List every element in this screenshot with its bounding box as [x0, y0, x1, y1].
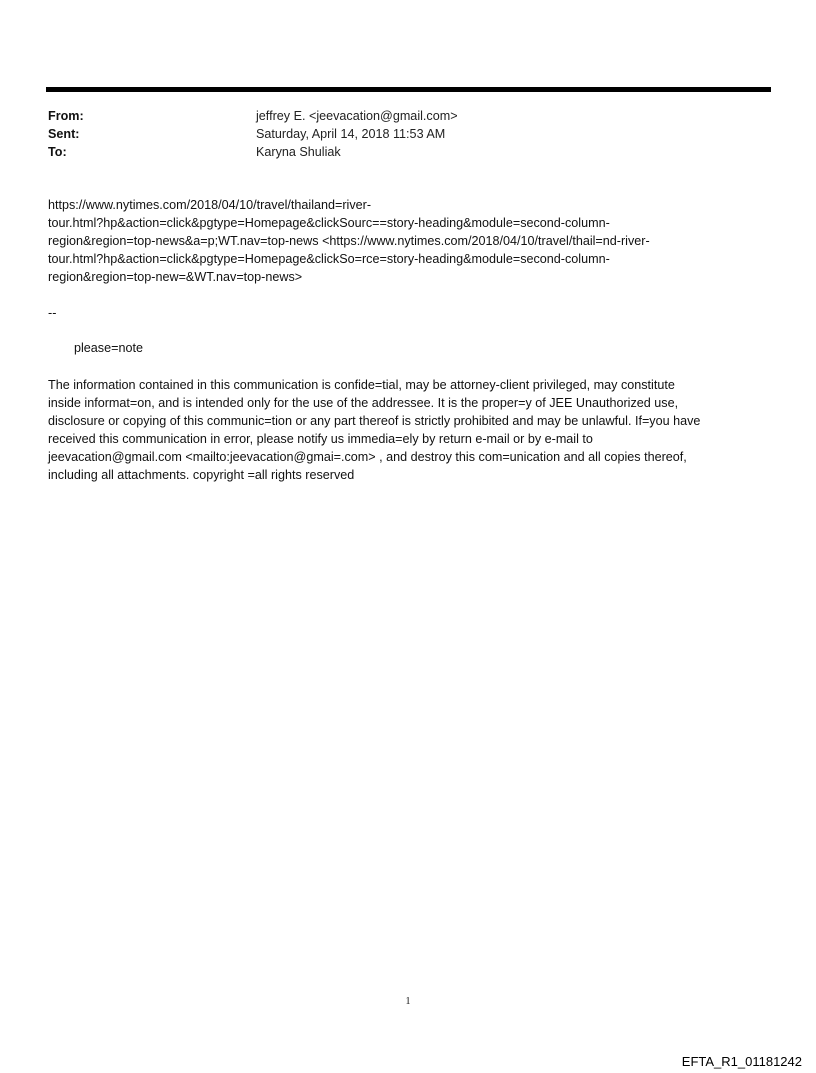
sent-row — [48, 125, 446, 143]
url-line: tour.html?hp&action=click&pgtype=Homepage&clickSourc==story-heading&module=second-column- — [48, 216, 610, 230]
signature-note: please=note — [74, 341, 143, 355]
disclaimer-line: jeevacation@gmail.com <mailto:jeevacation@gmai=.com> , and destroy this com=unication and all copies thereof, — [48, 450, 687, 464]
signature-dash: -- — [48, 306, 57, 320]
disclaimer — [48, 376, 763, 484]
from-value: jeffrey E. <jeevacation@gmail.com> — [256, 109, 458, 123]
to-label: To: — [48, 145, 67, 159]
sent-value: Saturday, April 14, 2018 11:53 AM — [256, 127, 446, 141]
page-number: 1 — [405, 996, 411, 1007]
sent-label: Sent: — [48, 127, 80, 141]
email-header — [48, 107, 458, 161]
header-rule — [46, 87, 771, 92]
url-line: tour.html?hp&action=click&pgtype=Homepage&clickSo=rce=story-heading&module=second-column- — [48, 252, 610, 266]
url-line: region&region=top-news&a=p;WT.nav=top-news <https://www.nytimes.com/2018/04/10/travel/thail=nd-river- — [48, 234, 650, 248]
disclaimer-line: The information contained in this communication is confide=tial, may be attorney-client privileged, may constitute — [48, 378, 675, 392]
document-id: EFTA_R1_01181242 — [681, 1054, 802, 1069]
url-line: https://www.nytimes.com/2018/04/10/travel/thailand=river- — [48, 198, 372, 212]
to-row — [48, 143, 341, 161]
url-block — [48, 196, 763, 286]
url-line: region&region=top-new=&WT.nav=top-news> — [48, 270, 303, 284]
disclaimer-line: inside informat=on, and is intended only for the use of the addressee. It is the proper=y of JEE Unauthorized use, — [48, 396, 679, 410]
disclaimer-line: disclosure or copying of this communic=tion or any part thereof is strictly prohibited and may be unlawful. If=you have — [48, 414, 701, 428]
disclaimer-line: received this communication in error, please notify us immedia=ely by return e-mail or by e-mail to — [48, 432, 593, 446]
to-value: Karyna Shuliak — [256, 145, 341, 159]
from-label: From: — [48, 109, 84, 123]
disclaimer-line: including all attachments. copyright =all rights reserved — [48, 468, 355, 482]
from-row — [48, 107, 458, 125]
